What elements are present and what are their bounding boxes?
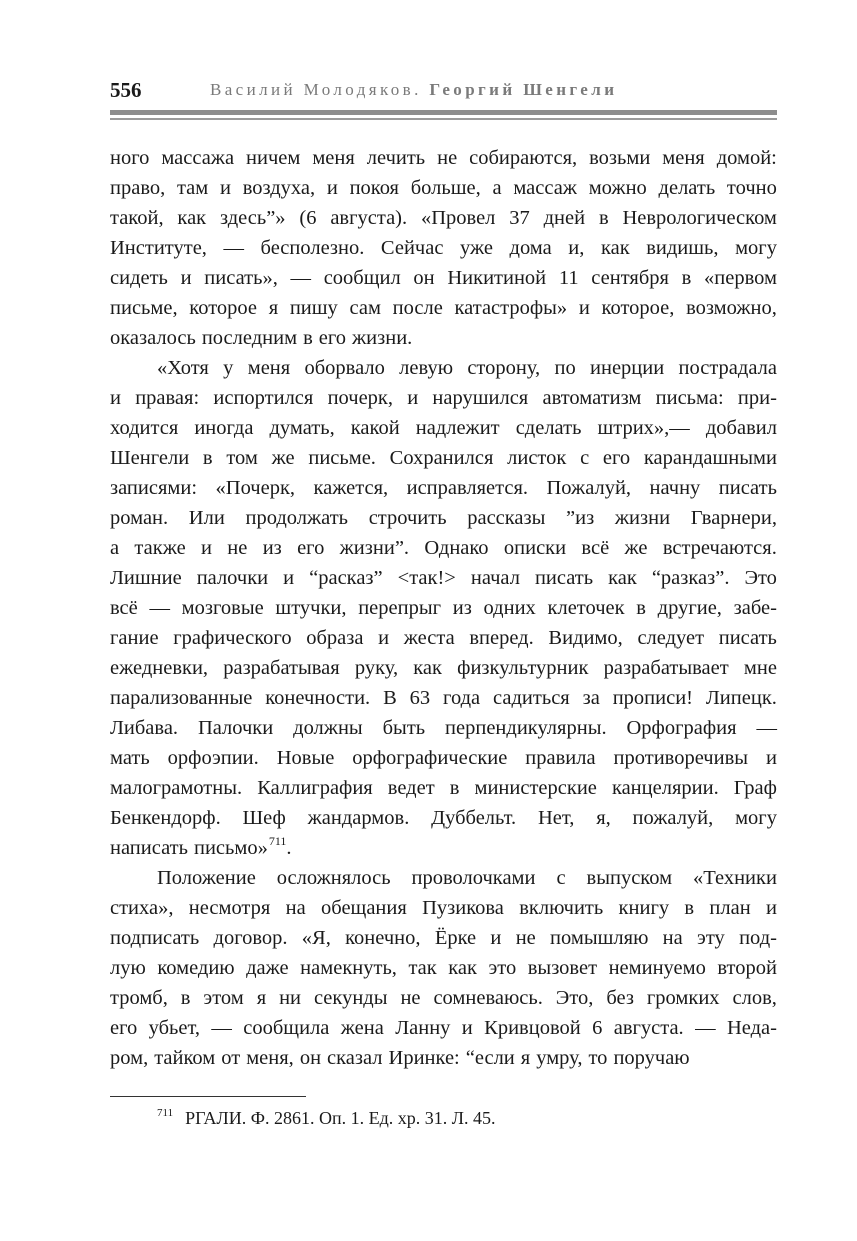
text-line: подписать договор. «Я, конечно, Ёрке и не помышляю на эту под-	[110, 927, 777, 949]
text-line: Институте, — бесполезно. Сейчас уже дома и, как видишь, могу	[110, 237, 777, 259]
text-line: письме, которое я пишу сам после катастрофы» и которое, возможно,	[110, 297, 777, 319]
footnote-reference[interactable]: 711	[268, 834, 287, 848]
header-rule-thick	[110, 110, 777, 115]
text-line: парализованные конечности. В 63 года садиться за прописи! Липецк.	[110, 687, 777, 709]
text-line: ром, тайком от меня, он сказал Иринке: “если я умру, то поручаю	[110, 1047, 690, 1069]
text-line: Шенгели в том же письме. Сохранился листок с его карандашными	[110, 447, 777, 469]
footnote	[157, 1104, 495, 1132]
page-number: 556	[110, 78, 142, 102]
running-head-author: Василий Молодяков.	[210, 80, 422, 99]
text-line: Либава. Палочки должны быть перпендикулярны. Орфография —	[110, 717, 777, 739]
text-line: оказалось последним в его жизни.	[110, 327, 413, 349]
running-head	[210, 76, 617, 104]
text-line: право, там и воздуха, и покоя больше, а массаж можно делать точно	[110, 177, 777, 199]
text-line: а также и не из его жизни”. Однако описки всё же встречаются.	[110, 537, 777, 559]
text-line: ежедневки, разрабатывая руку, как физкультурник разрабатывает мне	[110, 657, 777, 679]
header-rule-thin	[110, 118, 777, 120]
footnote-number: 711	[157, 1107, 174, 1119]
paragraph	[110, 143, 777, 353]
text-line: его убьет, — сообщила жена Ланну и Кривцовой 6 августа. — Неда-	[110, 1017, 777, 1039]
text-line: ходится иногда думать, какой надлежит сделать штрих»,— добавил	[110, 417, 777, 439]
text-line: такой, как здесь”» (6 августа). «Провел 37 дней в Неврологическом	[110, 207, 777, 229]
text-line: лую комедию даже намекнуть, так как это вызовет неминуемо второй	[110, 957, 777, 979]
text-line: записями: «Почерк, кажется, исправляется. Пожалуй, начну писать	[110, 477, 777, 499]
text-line: ного массажа ничем меня лечить не собираются, возьми меня домой:	[110, 147, 777, 169]
text-line: «Хотя у меня оборвало левую сторону, по инерции пострадала	[157, 357, 777, 379]
text-line: и правая: испортился почерк, и нарушился автоматизм письма: при-	[110, 387, 777, 409]
text-line: Бенкендорф. Шеф жандармов. Дуббельт. Нет, я, пожалуй, могу	[110, 807, 777, 829]
text-line: написать письмо»$^{711}$.	[110, 834, 292, 859]
text-line: мать орфоэпии. Новые орфографические правила противоречивы и	[110, 747, 777, 769]
text-line: Лишние палочки и “расказ” <так!> начал писать как “разказ”. Это	[110, 567, 777, 589]
paragraph	[110, 353, 777, 863]
running-header	[110, 76, 777, 104]
paragraph	[110, 863, 777, 1073]
body-text	[110, 143, 777, 1073]
text-line: стиха», несмотря на обещания Пузикова включить книгу в план и	[110, 897, 777, 919]
footnote-separator	[110, 1096, 306, 1097]
text-line: роман. Или продолжать строчить рассказы ”из жизни Гварнери,	[110, 507, 777, 529]
running-head-title: Георгий Шенгели	[429, 80, 618, 99]
text-line: малограмотны. Каллиграфия ведет в министерские канцелярии. Граф	[110, 777, 777, 799]
text-line: сидеть и писать», — сообщил он Никитиной 11 сентября в «первом	[110, 267, 777, 289]
text-line: Положение осложнялось проволочками с выпуском «Техники	[157, 867, 777, 889]
text-line: всё — мозговые штучки, перепрыг из одних клеточек в другие, забе-	[110, 597, 777, 619]
text-line: гание графического образа и жеста вперед. Видимо, следует писать	[110, 627, 777, 649]
text-line: тромб, в этом я ни секунды не сомневаюсь. Это, без громких слов,	[110, 987, 777, 1009]
footnote-text: РГАЛИ. Ф. 2861. Оп. 1. Ед. хр. 31. Л. 45.	[185, 1108, 496, 1128]
